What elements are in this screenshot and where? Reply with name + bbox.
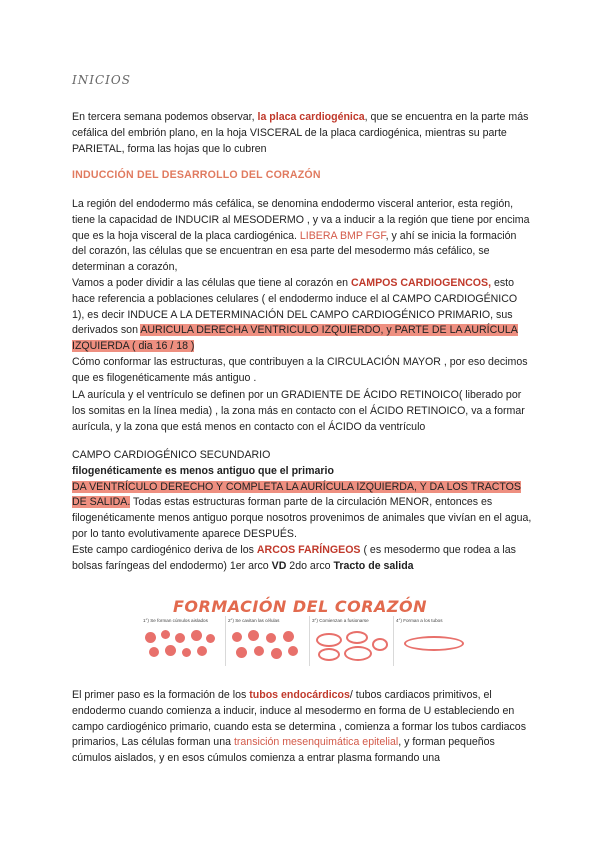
intro-text-1: En tercera semana podemos observar, xyxy=(72,111,258,123)
tubos-endocardicos-term: tubos endocárdicos xyxy=(249,689,350,701)
figure-step-3 xyxy=(309,616,390,666)
cell-cluster xyxy=(206,634,215,643)
cardiac-tube xyxy=(404,636,464,651)
intro-text-2: , que se encuentra en la parte más cefálica del embrión plano, en la hoja VISCERAL de la placa cardiogénica, mientras su parte PARIETAL, forma las hojas que lo cubren xyxy=(72,111,529,155)
step-3-label: 3°) Comienzan a fusionarse xyxy=(312,618,369,623)
transicion-term: transición mesenquimática epitelial xyxy=(233,736,399,749)
fusing-vesicle xyxy=(346,631,368,644)
cavitated-cell xyxy=(236,647,247,658)
cell-cluster xyxy=(145,632,156,643)
heading-inicios: INICIOS xyxy=(72,73,131,87)
vd-term: VD xyxy=(271,559,287,572)
tubos-paragraph xyxy=(72,688,532,767)
secundario-paragraph xyxy=(72,448,532,574)
tubos-text-1: El primer paso es la formación de los xyxy=(72,689,250,701)
step-1-label: 1°) Se forman cúmulos aislados xyxy=(143,618,208,623)
campos-cardiogenicos-term: CAMPOS CARDIOGENCOS, xyxy=(350,276,492,289)
cavitated-cell xyxy=(232,632,242,642)
induccion-text-1: La región del endodermo más cefálica, se denomina endodermo visceral anterior, esta región, tiene la capacidad de INDUCIR al MESODERMO , y va a inducir a la región que tiene por encima que es la hoja visceral de la placa cardiogénica. xyxy=(72,198,530,242)
cavitated-cell xyxy=(254,646,264,656)
cavitated-cell xyxy=(271,648,282,659)
cavitated-cell xyxy=(266,633,276,643)
tracto-salida-term: Tracto de salida xyxy=(333,559,414,572)
cavitated-cell xyxy=(248,630,259,641)
fusing-vesicle xyxy=(316,633,342,647)
fusing-vesicle xyxy=(372,638,388,651)
secundario-text-3: ( es mesodermo que rodea a las bolsas faríngeas del endodermo) 1er arco xyxy=(72,543,516,572)
arcos-faringeos-term: ARCOS FARÍNGEOS xyxy=(256,543,361,556)
cavitated-cell xyxy=(283,631,294,642)
libera-bmp-fgf: LIBERA BMP FGF xyxy=(299,229,386,242)
cell-cluster xyxy=(161,630,170,639)
cell-cluster xyxy=(182,648,191,657)
fusing-vesicle xyxy=(318,648,340,661)
induccion-text-5: Cómo conformar las estructuras, que contribuyen a la CIRCULACIÓN MAYOR , por eso decimos que es filogenéticamente más antiguo . xyxy=(72,355,528,384)
induccion-text-4: esto hace referencia a poblaciones celulares ( el endodermo induce el al CAMPO CARDIOGÉNICO 1), es decir INDUCE A LA DETERMINACIÓN DEL CAMPO CARDIOGÉNICO PRIMARIO, sus derivados son xyxy=(72,276,518,337)
step-2-label: 2°) Se cavitan las células xyxy=(228,618,280,623)
tubos-text-3: , y forman pequeños cúmulos aislados, y en esos cúmulos comienza a entrar plasma formando una xyxy=(72,736,495,765)
fusing-vesicle xyxy=(344,646,372,661)
induccion-paragraph xyxy=(72,197,532,387)
cell-cluster xyxy=(165,645,176,656)
secundario-text-4: 2do arco xyxy=(286,559,334,572)
cell-cluster xyxy=(191,630,202,641)
induccion-text-3: Vamos a poder dividir a las células que tiene al corazón en xyxy=(72,276,351,289)
placa-cardiogenica-term: la placa cardiogénica xyxy=(257,111,365,123)
section-title-induccion: INDUCCIÓN DEL DESARROLLO DEL CORAZÓN xyxy=(72,169,321,181)
figure-step-4 xyxy=(393,616,472,666)
cavitated-cell xyxy=(288,646,298,656)
cell-cluster xyxy=(149,647,159,657)
cell-cluster xyxy=(175,633,185,643)
figure-title: FORMACIÓN DEL CORAZÓN xyxy=(172,597,428,616)
figure-step-1 xyxy=(141,616,221,666)
auricula-paragraph: LA aurícula y el ventrículo se definen por un GRADIENTE DE ÁCIDO RETINOICO( liberado por los somitas en la línea media) , la zona más en contacto con el ÁCIDO RETINOICO, va a formar aurícula, y la zona que está menos en contacto con el ÁCIDO da ventrículo xyxy=(72,389,525,433)
figure-step-2 xyxy=(225,616,306,666)
step-4-label: 4°) Forman a los tubos xyxy=(396,618,443,623)
intro-paragraph xyxy=(72,110,532,157)
secundario-text-2: Este campo cardiogénico deriva de los xyxy=(72,543,257,556)
induccion-text-2: , y ahí se inicia la formación del corazón, las células que se encuentran en esa parte del mesodermo más cefálico, se determinan a corazón, xyxy=(72,229,517,274)
tubos-text-2: / tubos cardiacos primitivos, el endodermo cuando comienza a inducir, induce al mesodermo en forma de U estableciendo en campo cardiogénico primario, cuando esta se determina , comienza a formar los tubos cardiacos primarios, Las células forman una xyxy=(72,689,526,749)
secundario-title: CAMPO CARDIOGÉNICO SECUNDARIO xyxy=(72,449,271,461)
cell-cluster xyxy=(197,646,207,656)
derivados-highlight: AURICULA DERECHA VENTRICULO IZQUIERDO, y PARTE DE LA AURÍCULA IZQUIERDA ( dia 16 / 18 ) xyxy=(72,324,518,353)
heart-formation-figure xyxy=(141,616,471,666)
secundario-text-1: Todas estas estructuras forman parte de la circulación MENOR, entonces es filogenéticamente menos antiguo porque nosotros provenimos de animales que vivían en el agua, por lo tanto evolutivamente aparece DESPUÉS. xyxy=(72,496,532,540)
secundario-subtitle: filogenéticamente es menos antiguo que el primario xyxy=(72,464,334,477)
secundario-highlight: DA VENTRÍCULO DERECHO Y COMPLETA LA AURÍCULA IZQUIERDA, Y DA LOS TRACTOS DE SALIDA. xyxy=(72,480,521,509)
